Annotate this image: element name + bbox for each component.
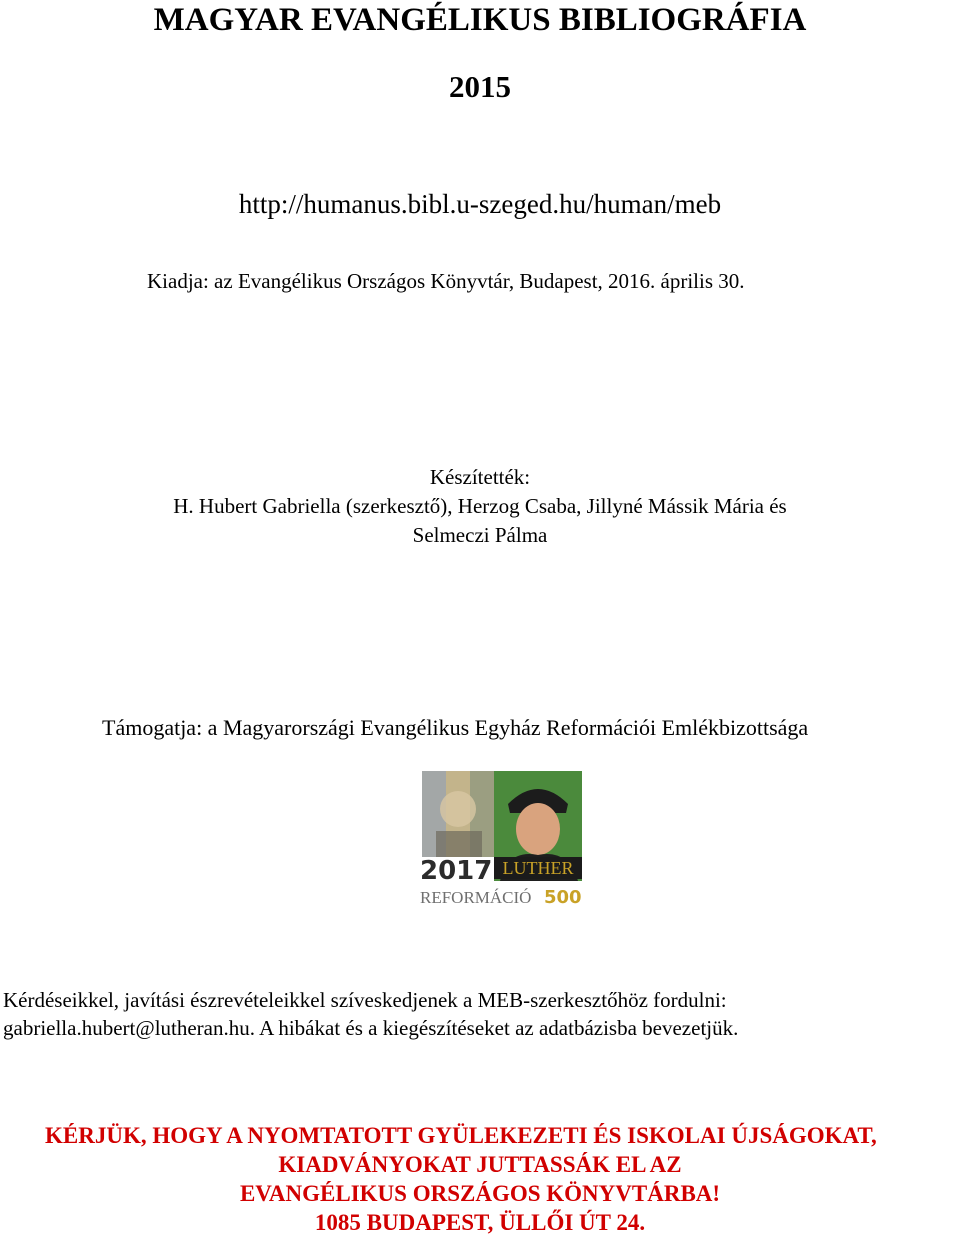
request-line-3: EVANGÉLIKUS ORSZÁGOS KÖNYVTÁRBA! [239, 1181, 721, 1206]
logo-luther-text: LUTHER [502, 858, 574, 878]
luther-2017-logo [418, 769, 586, 909]
logo-year-text: 2017 [420, 856, 493, 886]
logo-reformation-text: REFORMÁCIÓ [420, 888, 532, 907]
credits-line-2: Selmeczi Pálma [412, 523, 548, 547]
logo-graphic [418, 769, 586, 909]
request-line-4: 1085 BUDAPEST, ÜLLŐI ÚT 24. [314, 1210, 646, 1235]
document-title: MAGYAR EVANGÉLIKUS BIBLIOGRÁFIA [153, 2, 807, 38]
logo-500-text: 500 [544, 887, 582, 908]
supporter-line: Támogatja: a Magyarországi Evangélikus Egyház Reformációi Emlékbizottsága [102, 715, 809, 740]
website-url[interactable]: http://humanus.bibl.u-szeged.hu/human/meb [238, 189, 722, 219]
publisher-line: Kiadja: az Evangélikus Országos Könyvtár, Budapest, 2016. április 30. [147, 269, 745, 293]
contact-line-1: Kérdéseikkel, javítási észrevételeikkel szíveskedjenek a MEB-szerkesztőhöz fordulni: [3, 988, 727, 1012]
request-line-1: KÉRJÜK, HOGY A NYOMTATOTT GYÜLEKEZETI ÉS ISKOLAI ÚJSÁGOKAT, [45, 1123, 877, 1148]
credits-label: Készítették: [429, 465, 531, 489]
credits-block [0, 463, 960, 550]
logo-face [516, 803, 560, 855]
credits-line-1: H. Hubert Gabriella (szerkesztő), Herzog Csaba, Jillyné Mássik Mária és [173, 494, 787, 518]
request-line-2: KIADVÁNYOKAT JUTTASSÁK EL AZ [278, 1152, 682, 1177]
contact-line-2: gabriella.hubert@lutheran.hu. A hibákat és a kiegészítéseket az adatbázisba bevezetjük. [3, 1016, 739, 1040]
document-year: 2015 [449, 69, 511, 104]
